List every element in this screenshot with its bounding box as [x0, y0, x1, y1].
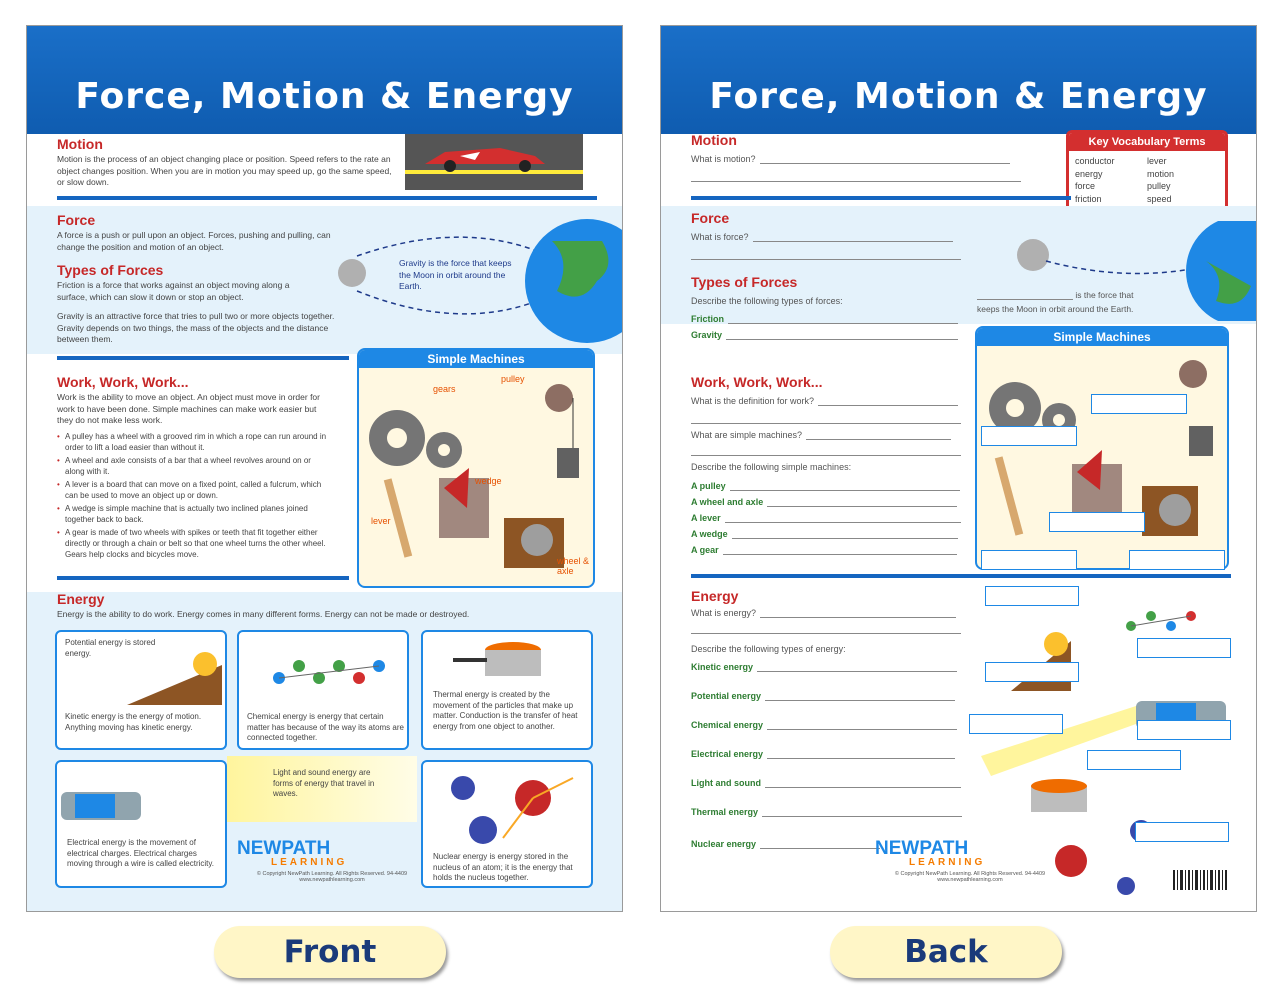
- back-energy-heading: Energy: [691, 588, 739, 604]
- front-gravity-text: Gravity is an attractive force that tries to pull two or more objects together. Gravity depends on two things, the mass of the objects and the distance between them.: [57, 311, 335, 344]
- barcode-icon: [1173, 870, 1229, 896]
- front-rule-3: [57, 576, 349, 580]
- front-logo-brand2: LEARNING: [271, 857, 348, 868]
- bullet-wheel-axle: • A wheel and axle consists of a bar that a wheel revolves around on or along with it.: [57, 455, 327, 477]
- machine-label-pulley: pulley: [501, 374, 525, 384]
- back-logo-brand: NEWPATH: [875, 838, 969, 859]
- front-energy-text: Energy is the ability to do work. Energy comes in many different forms. Energy can not be made or destroyed.: [57, 609, 470, 619]
- moon-icon: [338, 259, 366, 287]
- back-copyright: © Copyright NewPath Learning. All Rights Reserved. 94-4409: [894, 871, 1046, 877]
- race-car-icon: [405, 134, 583, 190]
- answer-box-thermal[interactable]: [1087, 750, 1181, 770]
- moon-icon: [1017, 239, 1049, 271]
- tile-potential-kinetic: [55, 630, 227, 750]
- tile-potential-text: Potential energy is stored energy.: [65, 638, 156, 658]
- back-gravity-line: Gravity: [691, 330, 958, 340]
- tile-nuclear: [421, 760, 593, 888]
- battery-flashlight-icon: [61, 786, 151, 826]
- bullet-wedge: • A wedge is simple machine that is actually two inclined planes joined together back to back.: [57, 503, 327, 525]
- back-energy-potential-line: Potential energy: [691, 691, 955, 701]
- back-moon-blank-line-1: is the force that: [977, 290, 1134, 300]
- tile-thermal-text: Thermal energy is created by the movement of the particles that make up matter. Conduction is the transfer of heat energy from one object to another.: [433, 690, 578, 731]
- front-rule-1: [57, 196, 597, 200]
- molecule-icon: [259, 638, 399, 708]
- back-logo-brand2: LEARNING: [909, 857, 986, 868]
- back-energy-kinetic-line: Kinetic energy: [691, 662, 957, 672]
- pot-on-stove-icon: [453, 636, 563, 688]
- back-website: www.newpathlearning.com: [937, 877, 1003, 883]
- lever-icon: [995, 456, 1023, 535]
- bullet-gear: • A gear is made of two wheels with spikes or teeth that fit together either directly or through a chain or belt so that one wheel turns the other wheel. Gears help clocks and bicycles move.: [57, 527, 327, 560]
- vocab-term: friction: [1075, 193, 1102, 204]
- bullet-lever: • A lever is a board that can move on a fixed point, called a fulcrum, which can be used to move an object up or down.: [57, 479, 327, 501]
- back-work-q2: What are simple machines?: [691, 430, 951, 440]
- molecule-icon: [1131, 616, 1191, 626]
- front-gravity-callout: Gravity is the force that keeps the Moon in orbit around the Earth.: [399, 258, 512, 291]
- back-work-q1-line: [691, 414, 961, 424]
- tile-chemical: [237, 630, 409, 750]
- answer-box-wedge[interactable]: [1049, 512, 1145, 532]
- vocab-term: energy: [1075, 168, 1103, 179]
- back-force-heading: Force: [691, 210, 730, 226]
- tile-kinetic-text: Kinetic energy is the energy of motion. Anything moving has kinetic energy.: [65, 712, 202, 732]
- front-types-heading: Types of Forces: [57, 262, 164, 278]
- answer-box-gears[interactable]: [981, 426, 1077, 446]
- front-simple-machines-panel: [357, 348, 595, 588]
- answer-box-pulley[interactable]: [1091, 394, 1187, 414]
- race-car-image: [405, 134, 583, 190]
- back-simple-machines-illustration: [977, 346, 1229, 570]
- tile-electrical: [55, 760, 227, 888]
- vocab-term: speed: [1147, 193, 1172, 204]
- weight-icon: [1189, 426, 1213, 456]
- back-machine-wedge-line: A wedge: [691, 529, 958, 539]
- back-types-heading: Types of Forces: [691, 274, 798, 290]
- back-energy-q2: Describe the following types of energy:: [691, 644, 846, 654]
- back-title: Force, Motion & Energy: [709, 76, 1208, 117]
- back-rule-2: [691, 574, 1231, 578]
- back-work-heading: Work, Work, Work...: [691, 374, 823, 390]
- back-work-q3: Describe the following simple machines:: [691, 462, 852, 472]
- front-work-heading: Work, Work, Work...: [57, 374, 189, 390]
- front-rule-2: [57, 356, 349, 360]
- front-banner: [27, 26, 622, 134]
- front-motion-heading: Motion: [57, 136, 103, 152]
- front-force-text: A force is a push or pull upon an object. Forces, pushing and pulling, can change the position and motion of an object.: [57, 230, 331, 252]
- back-machine-gear-line: A gear: [691, 545, 957, 555]
- back-energy-light-line: Light and sound: [691, 778, 961, 788]
- back-banner: [661, 26, 1256, 134]
- tile-light-text: Light and sound energy are forms of energy that travel in waves.: [273, 768, 375, 798]
- back-types-question: Describe the following types of forces:: [691, 296, 843, 306]
- front-copyright: © Copyright NewPath Learning. All Rights Reserved. 94-4409: [256, 871, 408, 877]
- wheel-axle-icon: [521, 524, 553, 556]
- ramp-ball-icon: [127, 650, 227, 708]
- wheel-axle-icon: [1159, 494, 1191, 526]
- back-motion-question: What is motion?: [691, 154, 1010, 164]
- front-poster: [26, 25, 623, 912]
- bullet-pulley: • A pulley has a wheel with a grooved rim in which a rope can run around in order to lift a load easier than without it.: [57, 431, 327, 453]
- tile-nuclear-text: Nuclear energy is energy stored in the nucleus of an atom; it is the energy that holds the nucleus together.: [433, 852, 573, 882]
- back-poster: [660, 25, 1257, 912]
- back-machines-heading: Simple Machines: [977, 328, 1227, 346]
- tile-chemical-text: Chemical energy is energy that certain matter has because of the way its atoms are connected together.: [247, 712, 404, 742]
- nuclear-fission-icon: [433, 768, 583, 848]
- machine-label-lever: lever: [371, 516, 391, 526]
- answer-box-kinetic[interactable]: [985, 662, 1079, 682]
- answer-box-wheel-axle[interactable]: [1129, 550, 1225, 570]
- back-machine-lever-line: A lever: [691, 513, 961, 523]
- back-machine-wheel-line: A wheel and axle: [691, 497, 957, 507]
- machine-label-gears: gears: [433, 384, 456, 394]
- machine-label-wedge: wedge: [475, 476, 502, 486]
- back-simple-machines-panel: [975, 326, 1229, 570]
- back-energy-chemical-line: Chemical energy: [691, 720, 957, 730]
- vocab-term: force: [1075, 181, 1096, 191]
- vocab-term: pulley: [1147, 181, 1171, 191]
- back-force-question: What is force?: [691, 232, 953, 242]
- answer-box-nuclear[interactable]: [1135, 822, 1229, 842]
- front-work-text: Work is the ability to move an object. An object must move in order for work to have been done. Simple machines can make work easier but they do not make less work.: [57, 392, 320, 425]
- back-machine-pulley-line: A pulley: [691, 481, 960, 491]
- back-work-q2-line: [691, 446, 961, 456]
- answer-box-chemical[interactable]: [1137, 638, 1231, 658]
- front-energy-heading: Energy: [57, 591, 105, 607]
- front-machines-heading: Simple Machines: [359, 350, 593, 368]
- pulley-icon: [545, 384, 573, 412]
- tile-thermal: [421, 630, 593, 750]
- vocab-term: conductor: [1075, 156, 1115, 166]
- back-work-q1: What is the definition for work?: [691, 396, 958, 406]
- back-motion-line-2: [691, 172, 1021, 182]
- back-energy-electrical-line: Electrical energy: [691, 749, 955, 759]
- answer-box-light-sound[interactable]: [969, 714, 1063, 734]
- vocab-term: lever: [1147, 156, 1167, 166]
- front-force-heading: Force: [57, 212, 96, 228]
- back-energy-thermal-line: Thermal energy: [691, 807, 962, 817]
- back-force-line-2: [691, 250, 961, 260]
- pulley-icon: [1179, 360, 1207, 388]
- front-website: www.newpathlearning.com: [299, 877, 365, 883]
- back-friction-line: Friction: [691, 314, 958, 324]
- back-rule-1: [691, 196, 1071, 200]
- answer-box-electrical[interactable]: [1137, 720, 1231, 740]
- back-energy-nuclear-line: Nuclear energy: [691, 839, 880, 849]
- back-logo: [875, 838, 1065, 883]
- back-energy-q1: What is energy?: [691, 608, 956, 618]
- back-motion-heading: Motion: [691, 132, 737, 148]
- front-motion-text: Motion is the process of an object changing place or position. Speed refers to the rate an object changes position. When you are in motion you may speed up, go the same speed, or slow down.: [57, 154, 392, 187]
- front-title: Force, Motion & Energy: [75, 76, 574, 117]
- machine-label-wheel-axle: wheel & axle: [557, 556, 590, 576]
- back-energy-q1-line: [691, 624, 961, 634]
- front-tab-button[interactable]: Front: [214, 926, 446, 978]
- vocab-term: motion: [1147, 168, 1175, 179]
- back-moon-blank-line-2: keeps the Moon in orbit around the Earth.: [977, 304, 1134, 314]
- tile-electrical-text: Electrical energy is the movement of electrical charges. Electrical charges moving through a wire is called electricity.: [67, 838, 215, 868]
- front-friction-text: Friction is a force that works against an object moving along a surface, which can slow it down or stop an object.: [57, 280, 290, 302]
- front-work-bullets: [57, 431, 327, 562]
- back-tab-button[interactable]: Back: [830, 926, 1062, 978]
- answer-box-lever[interactable]: [981, 550, 1077, 570]
- vocab-heading: Key Vocabulary Terms: [1069, 133, 1225, 151]
- front-logo: [237, 838, 427, 883]
- answer-box-potential[interactable]: [985, 586, 1079, 606]
- front-logo-brand: NEWPATH: [237, 838, 331, 859]
- weight-icon: [557, 448, 579, 478]
